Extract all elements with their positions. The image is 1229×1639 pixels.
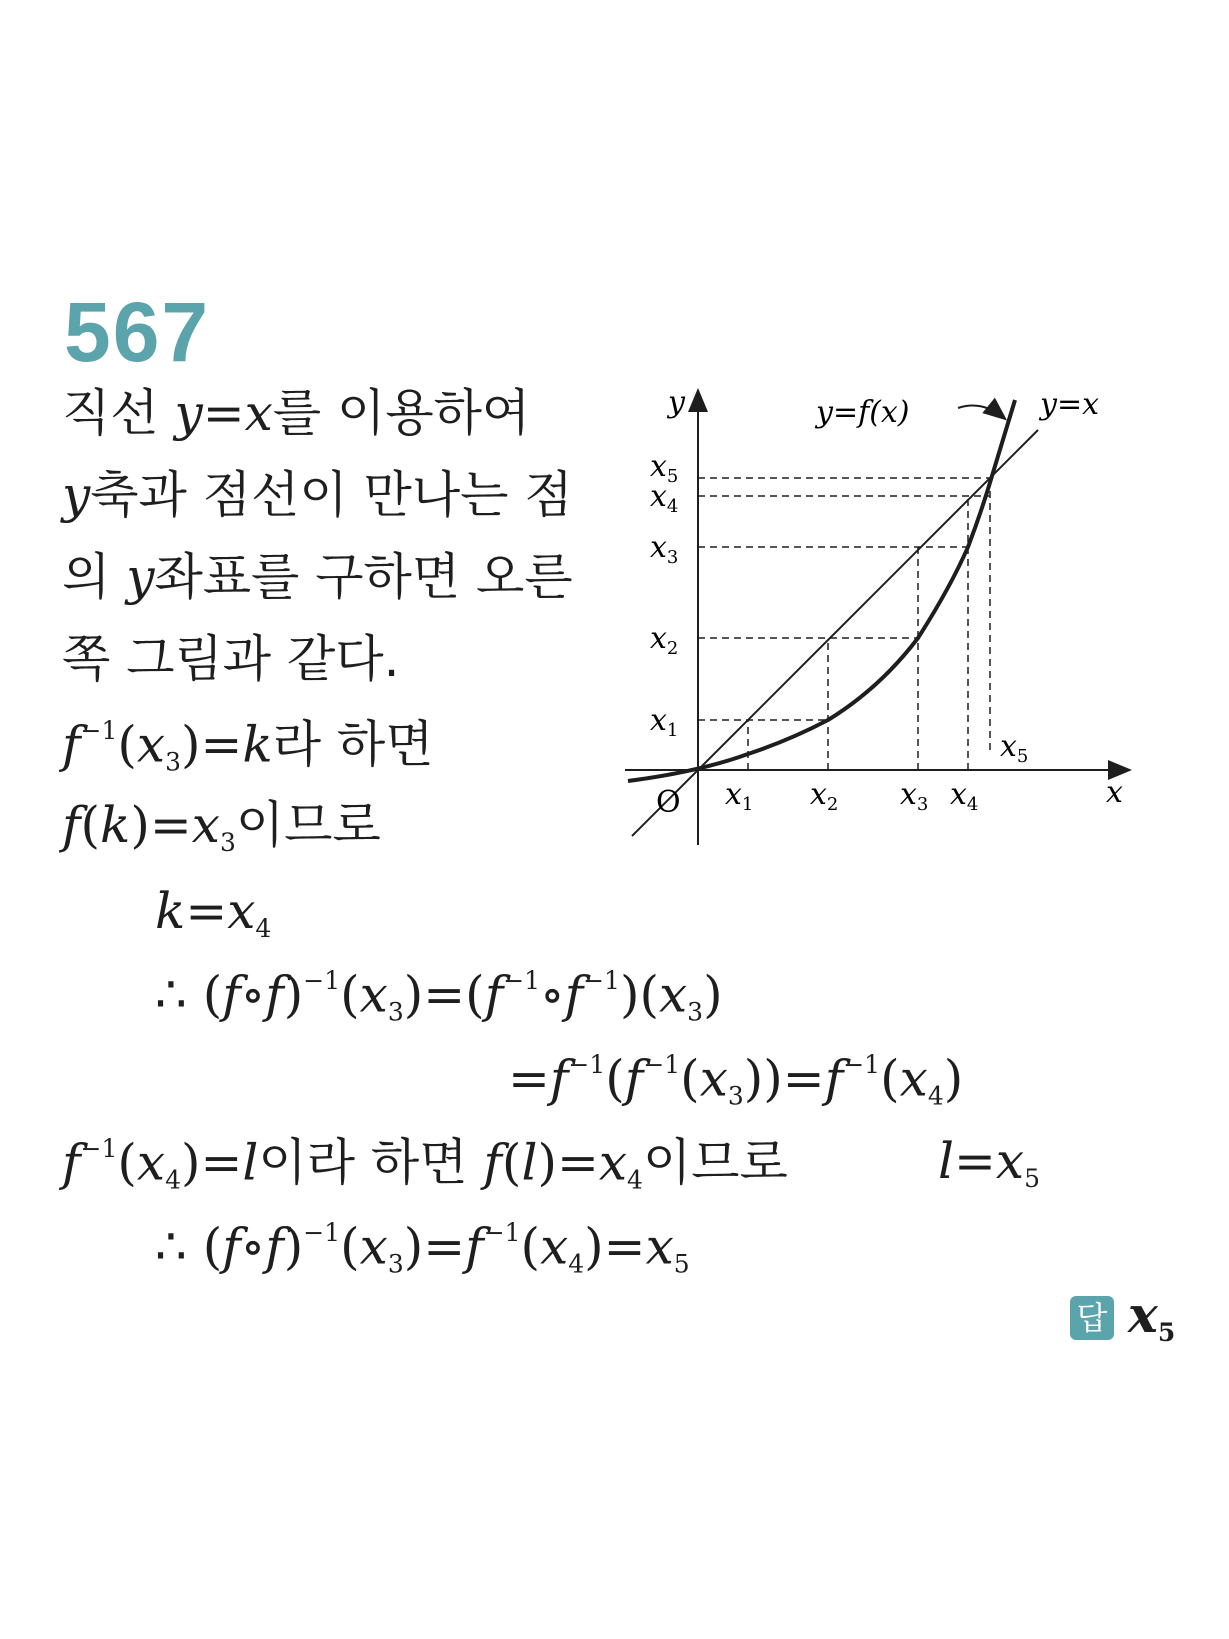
- x-tick-labels: [725, 729, 1028, 815]
- explanation-line-2: y축과 점선이 만나는 점: [62, 466, 573, 524]
- line-y-equals-x: [632, 430, 1038, 836]
- explanation-line-3: 의 y좌표를 구하면 오른: [62, 548, 573, 606]
- equation-k-value: $k=x_4$: [155, 882, 272, 943]
- curve-label: y=f(x): [816, 395, 910, 430]
- equation-composition-1: ∴ $(f\circ f)^{-1}(x_3)=(f^{-1}\circ f^{-1})(x_3)$: [155, 965, 723, 1027]
- equation-inverse-l: $f^{-1}(x_4)=l$이라 하면 $f(l)=x_4$이므로: [62, 1133, 788, 1195]
- line-label: y=x: [1040, 387, 1100, 422]
- x-tick-1: $x_1$: [725, 777, 754, 815]
- y-tick-3: $x_3$: [650, 530, 679, 568]
- y-tick-5: $x_5$: [650, 449, 679, 487]
- x-tick-3: $x_3$: [900, 777, 929, 815]
- equation-composition-2: $=f^{-1}(f^{-1}(x_3))=f^{-1}(x_4)$: [508, 1049, 964, 1111]
- x-tick-4: $x_4$: [950, 777, 979, 815]
- y-tick-labels: [650, 449, 678, 741]
- problem-number: 567: [64, 285, 211, 379]
- explanation-line-4: 쪽 그림과 같다.: [62, 630, 400, 688]
- y-tick-2: $x_2$: [650, 621, 679, 659]
- equation-fk: $f(k)=x_3$이므로: [62, 796, 381, 857]
- curve-label-arrow: [958, 406, 1004, 418]
- equation-l-value: $l=x_5$: [938, 1132, 1041, 1193]
- y-tick-4: $x_4$: [650, 479, 679, 517]
- function-graph: [610, 380, 1140, 860]
- origin-label: O: [656, 785, 681, 820]
- answer-value: $x_5$: [1128, 1285, 1176, 1347]
- equation-conclusion: ∴ $(f\circ f)^{-1}(x_3)=f^{-1}(x_4)=x_5$: [155, 1217, 690, 1279]
- x-tick-5: $x_5$: [1000, 729, 1029, 767]
- equation-inverse-k: $f^{-1}(x_3)=k$라 하면: [62, 715, 434, 777]
- x-axis-label: x: [1106, 775, 1123, 810]
- curve-f: [628, 400, 1015, 781]
- y-axis-label: y: [668, 385, 685, 420]
- answer-badge: 답: [1070, 1296, 1114, 1340]
- explanation-line-1: 직선 y=x를 이용하여: [62, 384, 531, 442]
- x-tick-2: $x_2$: [810, 777, 839, 815]
- y-tick-1: $x_1$: [650, 703, 679, 741]
